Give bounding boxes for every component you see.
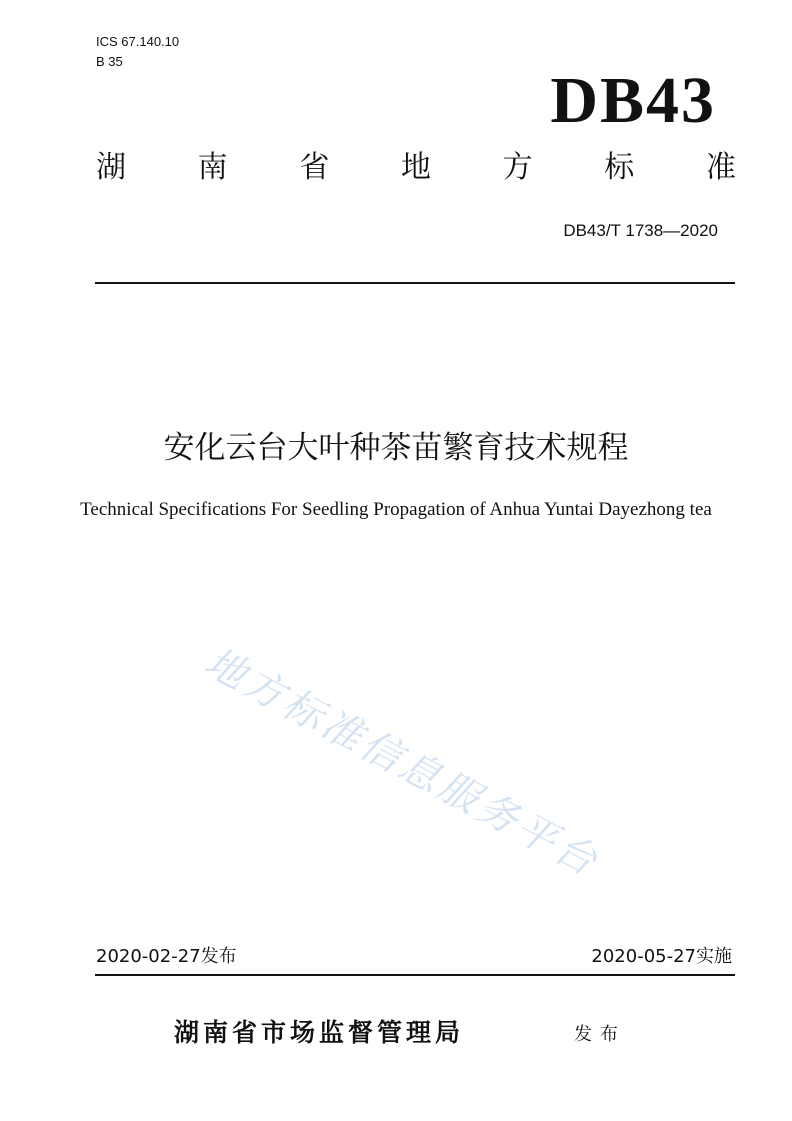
standard-type-char: 湖	[96, 150, 126, 185]
watermark-text: 地方标准信息服务平台	[196, 639, 607, 887]
top-divider	[95, 282, 735, 284]
ics-code: ICS 67.140.10	[96, 34, 180, 49]
standard-type-char: 南	[197, 150, 228, 185]
title-english: Technical Specifications For Seedling Propagation of Anhua Yuntai Dayezhong tea	[80, 499, 712, 520]
publisher-name: 湖南省市场监督管理局	[174, 1018, 465, 1047]
ccs-code: B 35	[96, 54, 123, 69]
standard-type-char: 准	[705, 150, 736, 185]
title-chinese: 安化云台大叶种茶苗繁育技术规程	[163, 430, 629, 466]
standard-type-char: 省	[299, 150, 330, 185]
standard-number: DB43/T 1738—2020	[563, 221, 718, 240]
issue-date: 2020-02-27发布	[96, 946, 237, 967]
standard-type-char: 方	[502, 150, 533, 185]
implementation-date: 2020-05-27实施	[591, 946, 732, 967]
bottom-divider	[95, 974, 735, 976]
standard-type-heading	[96, 148, 736, 188]
standard-type-char: 地	[400, 150, 431, 185]
publish-label: 发布	[574, 1024, 626, 1045]
standard-type-char: 标	[604, 150, 635, 185]
standard-code-large: DB43	[550, 64, 716, 137]
classification-block	[96, 32, 179, 72]
